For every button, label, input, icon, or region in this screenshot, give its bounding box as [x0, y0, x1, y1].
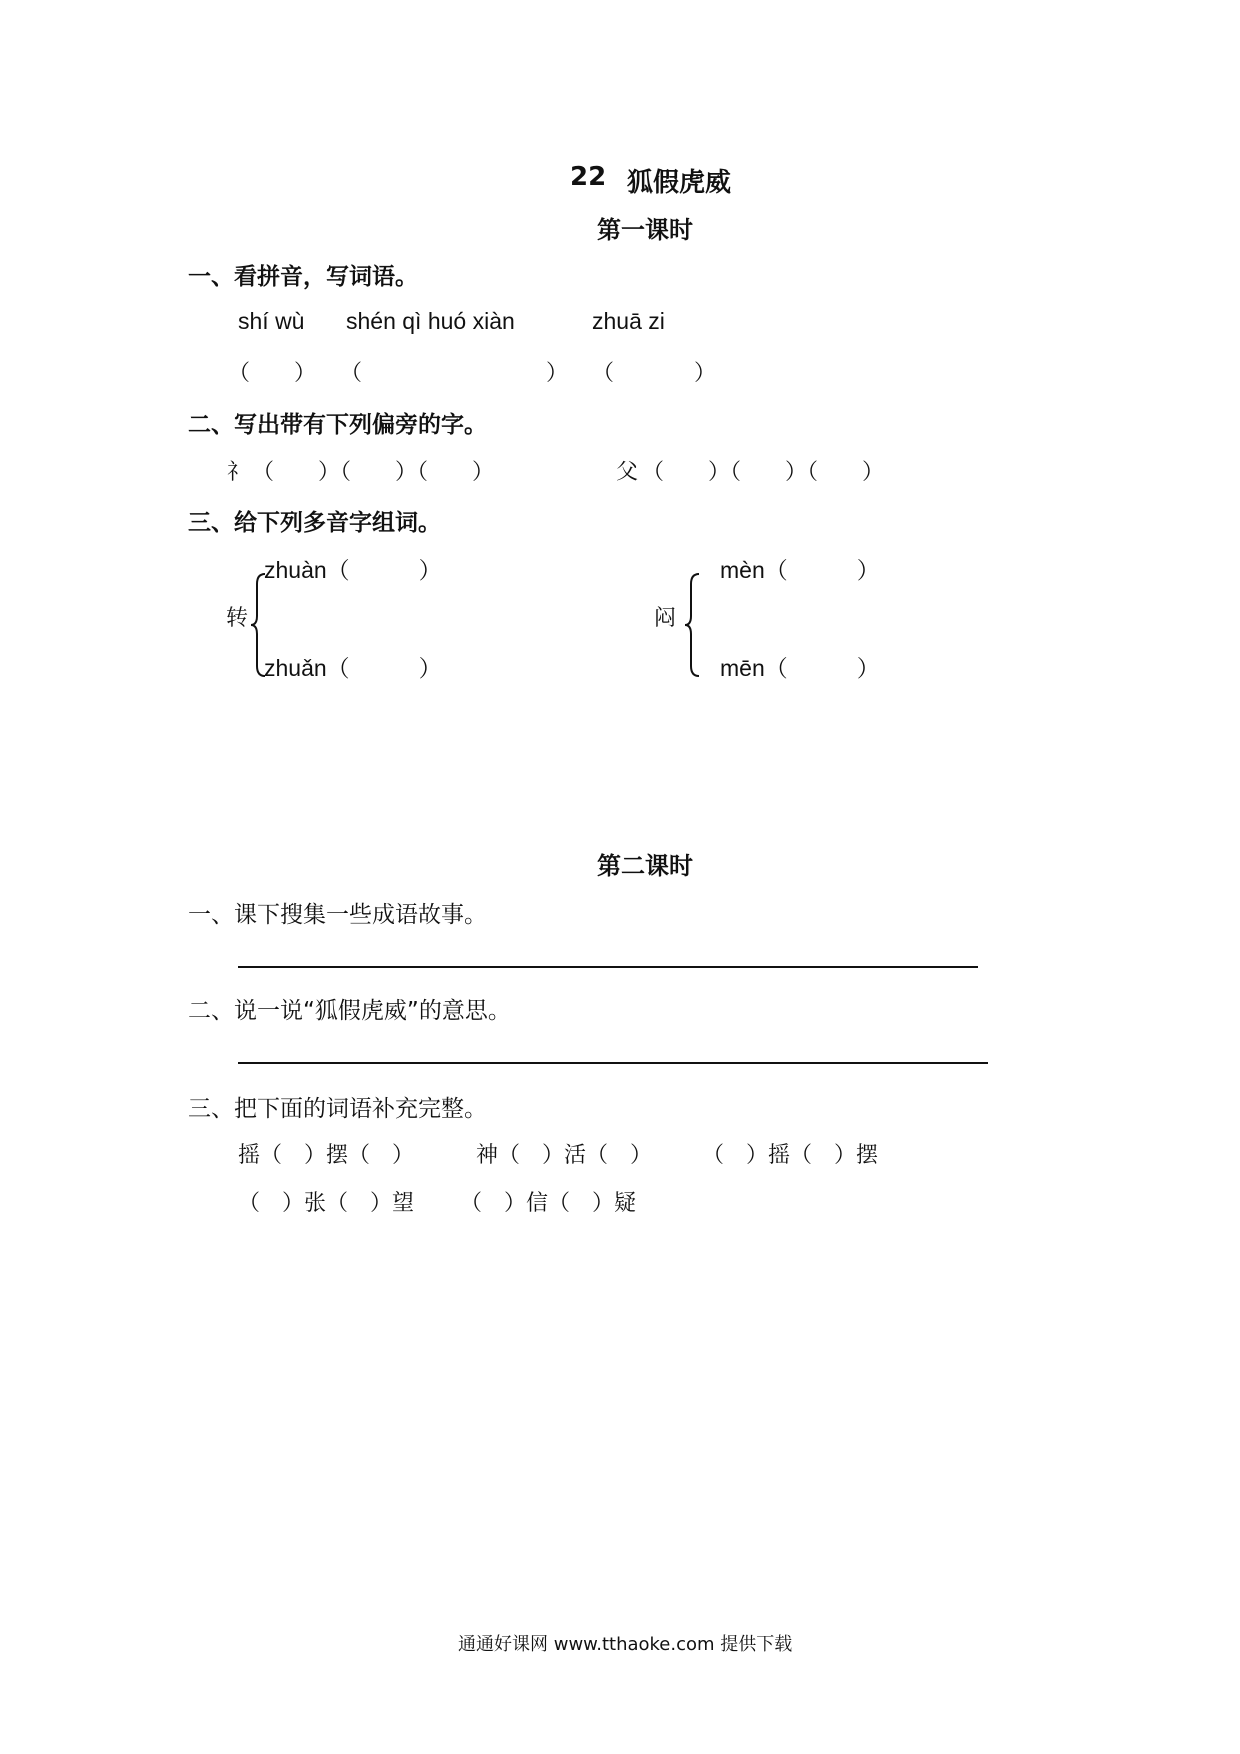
p1-section2-title: 二、写出带有下列偏旁的字。 [188, 412, 487, 438]
men-reading-2[interactable]: mēn（ ） [720, 655, 880, 681]
pinyin-word-1: shí wù [238, 308, 305, 334]
idiom-fill-2[interactable]: 神（ ）活（ ） [476, 1143, 653, 1168]
answer-paren-open-3[interactable]: （ [592, 361, 615, 386]
footer-download-note: 通通好课网 www.tthaoke.com 提供下载 [458, 1634, 793, 1655]
pinyin-word-3: zhuā zi [592, 308, 665, 334]
answer-line-1[interactable] [238, 966, 978, 968]
radical-shi: 礻 [227, 460, 250, 485]
p2-section1-title: 一、课下搜集一些成语故事。 [188, 902, 487, 928]
polyphone-char-zhuan: 转 [226, 606, 249, 631]
idiom-fill-5[interactable]: （ ）信（ ）疑 [460, 1191, 637, 1216]
answer-paren-close-1: ） [294, 361, 317, 386]
idiom-fill-1[interactable]: 摇（ ）摆（ ） [238, 1143, 415, 1168]
period1-heading: 第一课时 [597, 216, 693, 244]
brace-icon [684, 572, 702, 678]
radical-shi-blanks[interactable]: （ ）（ ）（ ） [252, 460, 495, 485]
answer-paren-open-1[interactable]: （ [228, 361, 251, 386]
idiom-fill-3[interactable]: （ ）摇（ ）摆 [702, 1143, 879, 1168]
lesson-title: 狐假虎威 [627, 168, 732, 198]
period2-heading: 第二课时 [597, 852, 693, 880]
zhuan-reading-2[interactable]: zhuǎn（ ） [264, 655, 442, 681]
answer-paren-open-2[interactable]: （ [340, 361, 363, 386]
p1-section3-title: 三、给下列多音字组词。 [188, 510, 441, 536]
men-reading-1[interactable]: mèn（ ） [720, 557, 880, 583]
zhuan-reading-1[interactable]: zhuàn（ ） [264, 557, 442, 583]
p2-section3-title: 三、把下面的词语补充完整。 [188, 1096, 487, 1122]
p1-section1-title: 一、看拼音，写词语。 [188, 264, 418, 290]
radical-fu-blanks[interactable]: （ ）（ ）（ ） [642, 460, 885, 485]
lesson-number: 22 [570, 162, 607, 192]
polyphone-char-men: 闷 [654, 606, 677, 631]
idiom-fill-4[interactable]: （ ）张（ ）望 [238, 1191, 415, 1216]
radical-fu: 父 [616, 460, 639, 485]
pinyin-word-2: shén qì huó xiàn [346, 308, 515, 334]
answer-line-2[interactable] [238, 1062, 988, 1064]
answer-paren-close-3: ） [694, 361, 717, 386]
p2-section2-title: 二、说一说“狐假虎威”的意思。 [188, 998, 511, 1024]
answer-paren-close-2: ） [546, 361, 569, 386]
